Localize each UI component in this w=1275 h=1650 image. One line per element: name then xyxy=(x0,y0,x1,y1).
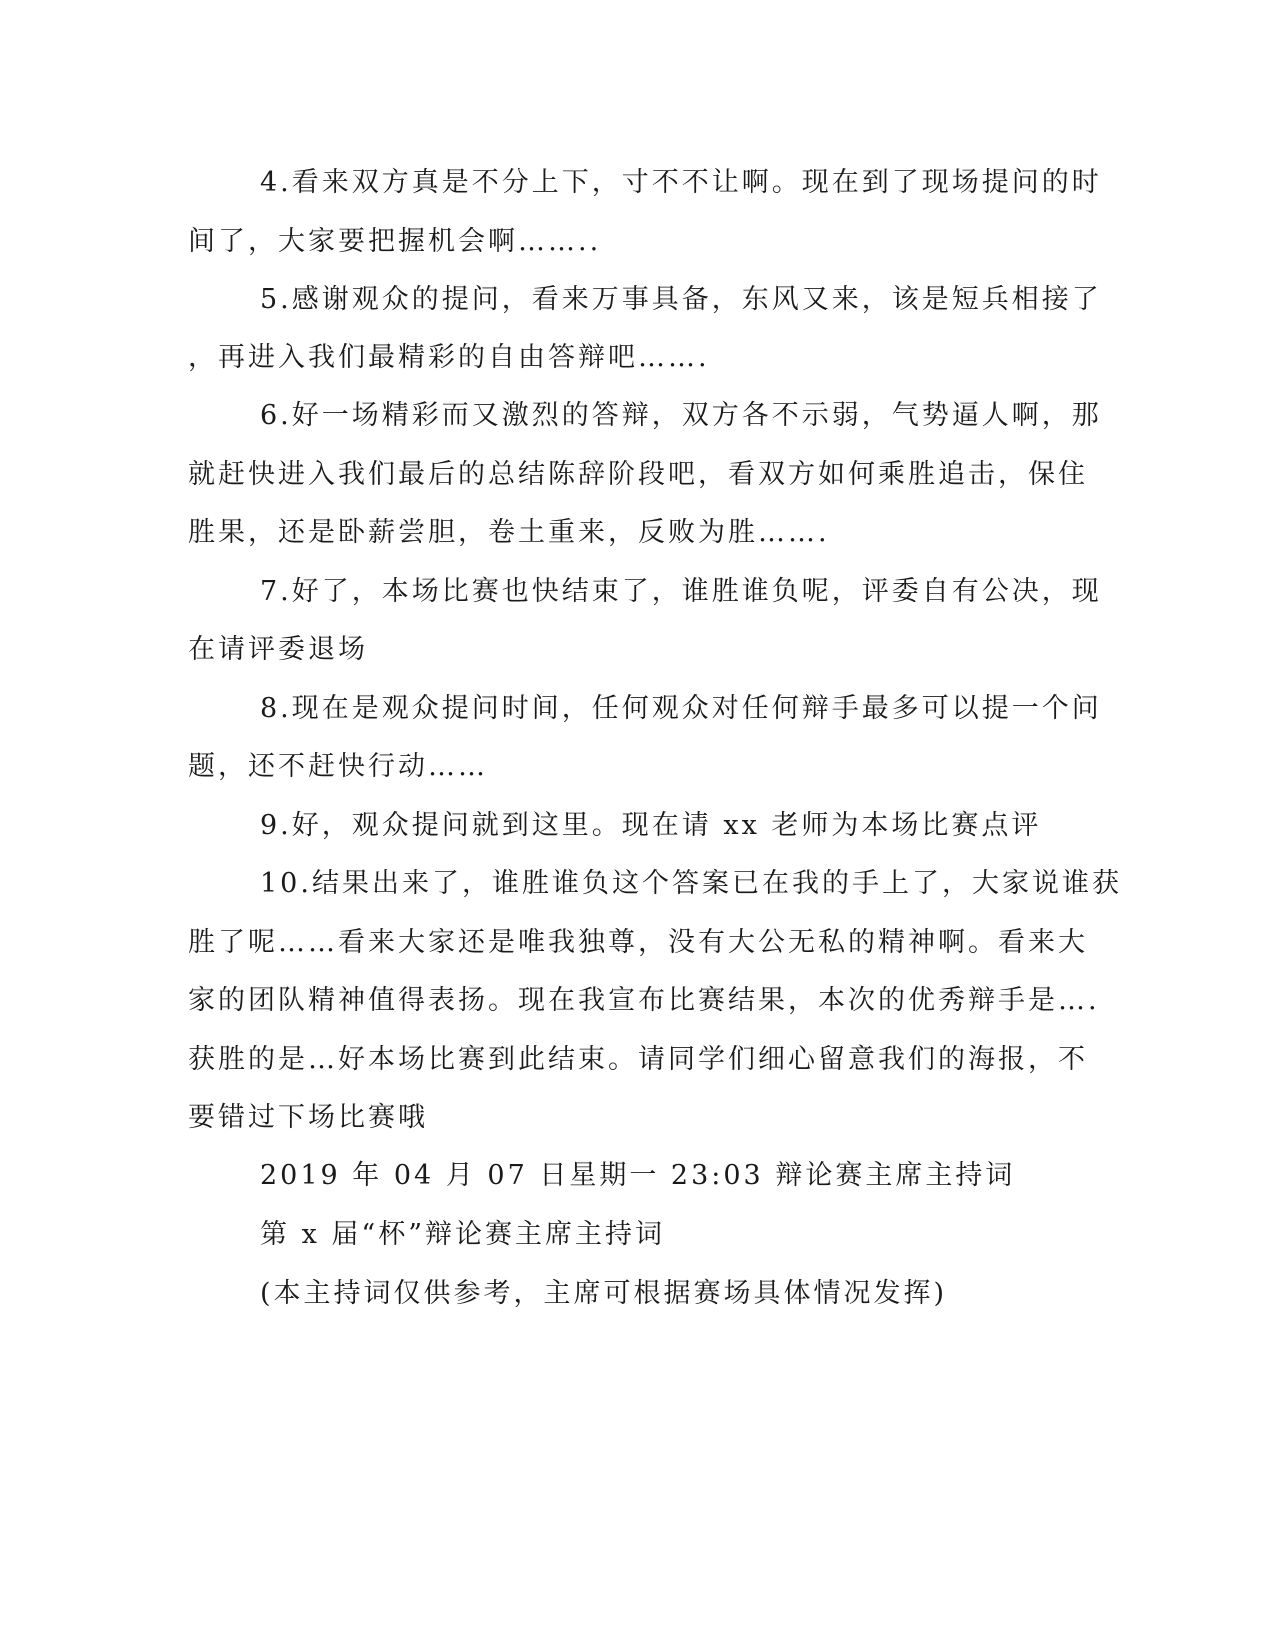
paragraph-6-line-1: 6.好一场精彩而又激烈的答辩，双方各不示弱，气势逼人啊，那 xyxy=(260,400,1102,431)
note-line: (本主持词仅供参考，主席可根据赛场具体情况发挥) xyxy=(260,1278,948,1309)
paragraph-4-line-1: 4.看来双方真是不分上下，寸不不让啊。现在到了现场提问的时 xyxy=(260,167,1102,198)
paragraph-10-line-2: 胜了呢……看来大家还是唯我独尊，没有大公无私的精神啊。看来大 xyxy=(188,927,1088,958)
paragraph-6-line-3: 胜果，还是卧薪尝胆，卷土重来，反败为胜……. xyxy=(188,517,830,548)
paragraph-10-line-5: 要错过下场比赛哦 xyxy=(188,1102,428,1133)
section-title-line: 第 x 届“杯”辩论赛主席主持词 xyxy=(260,1219,665,1250)
paragraph-8-line-1: 8.现在是观众提问时间，任何观众对任何辩手最多可以提一个问 xyxy=(260,693,1102,724)
paragraph-5-line-2: ，再进入我们最精彩的自由答辩吧……. xyxy=(188,342,710,373)
paragraph-9-line-1: 9.好，观众提问就到这里。现在请 xx 老师为本场比赛点评 xyxy=(260,810,1042,841)
paragraph-5-line-1: 5.感谢观众的提问，看来万事具备，东风又来，该是短兵相接了 xyxy=(260,284,1102,315)
paragraph-7-line-2: 在请评委退场 xyxy=(188,634,368,665)
paragraph-6-line-2: 就赶快进入我们最后的总结陈辞阶段吧，看双方如何乘胜追击，保住 xyxy=(188,459,1088,490)
paragraph-7-line-1: 7.好了，本场比赛也快结束了，谁胜谁负呢，评委自有公决，现 xyxy=(260,576,1102,607)
paragraph-8-line-2: 题，还不赶快行动…… xyxy=(188,751,488,782)
paragraph-10-line-4: 获胜的是…好本场比赛到此结束。请同学们细心留意我们的海报，不 xyxy=(188,1044,1088,1075)
date-title-line: 2019 年 04 月 07 日星期一 23:03 辩论赛主席主持词 xyxy=(260,1160,1016,1191)
paragraph-4-line-2: 间了，大家要把握机会啊…….. xyxy=(188,226,602,257)
paragraph-10-line-1: 10.结果出来了，谁胜谁负这个答案已在我的手上了，大家说谁获 xyxy=(260,868,1122,899)
paragraph-10-line-3: 家的团队精神值得表扬。现在我宣布比赛结果，本次的优秀辩手是…. xyxy=(188,985,1100,1016)
